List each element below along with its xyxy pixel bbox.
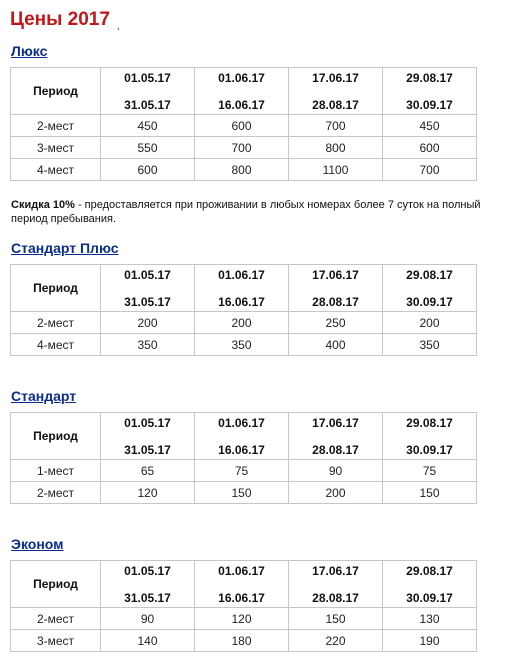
price-cell: 90	[101, 608, 195, 630]
price-cell: 200	[289, 482, 383, 504]
price-cell: 700	[383, 159, 477, 181]
price-cell: 220	[289, 630, 383, 652]
price-cell: 75	[195, 460, 289, 482]
period-label: Период	[33, 577, 78, 591]
period-header	[11, 413, 101, 460]
period-from: 01.06.17	[218, 267, 265, 282]
table-header-row	[11, 413, 477, 460]
table-header-row	[11, 265, 477, 312]
price-cell: 800	[195, 159, 289, 181]
table-header-row	[11, 561, 477, 608]
price-cell: 600	[195, 115, 289, 137]
period-column	[195, 413, 289, 460]
price-table-lux	[10, 67, 477, 181]
room-type-cell: 2-мест	[11, 608, 101, 630]
period-from: 01.05.17	[124, 563, 171, 578]
period-from: 01.06.17	[218, 415, 265, 430]
table-row	[11, 630, 477, 652]
price-cell: 600	[101, 159, 195, 181]
period-column	[101, 68, 195, 115]
period-to: 28.08.17	[312, 442, 359, 457]
price-cell: 200	[195, 312, 289, 334]
period-label: Период	[33, 84, 78, 98]
discount-note-text: - предоставляется при проживании в любых номерах более 7 суток на полный период пребывания.	[11, 199, 481, 225]
period-to: 31.05.17	[124, 97, 171, 112]
room-type-cell: 4-мест	[11, 334, 101, 356]
period-column	[289, 68, 383, 115]
period-column	[289, 413, 383, 460]
price-cell: 150	[289, 608, 383, 630]
period-from: 29.08.17	[406, 415, 453, 430]
price-cell: 350	[383, 334, 477, 356]
period-to: 30.09.17	[406, 442, 453, 457]
table-row	[11, 482, 477, 504]
room-type-cell: 2-мест	[11, 482, 101, 504]
period-from: 01.05.17	[124, 415, 171, 430]
page-title: Цены 2017	[10, 9, 110, 30]
period-to: 30.09.17	[406, 97, 453, 112]
period-column	[289, 265, 383, 312]
period-column	[101, 265, 195, 312]
discount-note-bold: Скидка 10%	[11, 199, 75, 211]
period-to: 16.06.17	[218, 442, 265, 457]
section-link-standard-plus[interactable]: Стандарт Плюс	[11, 240, 119, 256]
discount-note	[11, 198, 481, 226]
room-type-cell: 1-мест	[11, 460, 101, 482]
price-cell: 700	[195, 137, 289, 159]
section-link-economy[interactable]: Эконом	[11, 536, 64, 552]
period-header	[11, 68, 101, 115]
period-from: 01.05.17	[124, 70, 171, 85]
table-row	[11, 115, 477, 137]
price-cell: 140	[101, 630, 195, 652]
period-column	[383, 68, 477, 115]
table-header-row	[11, 68, 477, 115]
price-cell: 200	[101, 312, 195, 334]
price-cell: 1100	[289, 159, 383, 181]
table-row	[11, 159, 477, 181]
period-to: 31.05.17	[124, 294, 171, 309]
period-to: 31.05.17	[124, 590, 171, 605]
period-to: 16.06.17	[218, 590, 265, 605]
room-type-cell: 2-мест	[11, 312, 101, 334]
room-type-cell: 4-мест	[11, 159, 101, 181]
price-cell: 700	[289, 115, 383, 137]
period-to: 16.06.17	[218, 294, 265, 309]
table-row	[11, 312, 477, 334]
period-column	[195, 68, 289, 115]
period-label: Период	[33, 429, 78, 443]
price-cell: 75	[383, 460, 477, 482]
period-column	[195, 265, 289, 312]
period-label: Период	[33, 281, 78, 295]
price-cell: 90	[289, 460, 383, 482]
period-to: 30.09.17	[406, 590, 453, 605]
table-row	[11, 137, 477, 159]
period-from: 17.06.17	[312, 415, 359, 430]
price-table-economy	[10, 560, 477, 652]
price-cell: 450	[383, 115, 477, 137]
period-from: 29.08.17	[406, 70, 453, 85]
period-column	[289, 561, 383, 608]
room-type-cell: 3-мест	[11, 630, 101, 652]
period-to: 30.09.17	[406, 294, 453, 309]
period-from: 29.08.17	[406, 563, 453, 578]
price-table-standard-plus	[10, 264, 477, 356]
period-header	[11, 561, 101, 608]
period-from: 01.05.17	[124, 267, 171, 282]
period-from: 01.06.17	[218, 70, 265, 85]
price-cell: 150	[195, 482, 289, 504]
price-cell: 450	[101, 115, 195, 137]
price-cell: 250	[289, 312, 383, 334]
price-cell: 190	[383, 630, 477, 652]
price-cell: 550	[101, 137, 195, 159]
price-cell: 800	[289, 137, 383, 159]
period-to: 28.08.17	[312, 97, 359, 112]
section-link-lux[interactable]: Люкс	[11, 43, 48, 59]
price-cell: 120	[195, 608, 289, 630]
period-from: 17.06.17	[312, 563, 359, 578]
room-type-cell: 3-мест	[11, 137, 101, 159]
price-cell: 400	[289, 334, 383, 356]
price-cell: 150	[383, 482, 477, 504]
period-header	[11, 265, 101, 312]
period-to: 28.08.17	[312, 590, 359, 605]
period-from: 17.06.17	[312, 267, 359, 282]
period-to: 31.05.17	[124, 442, 171, 457]
period-column	[383, 265, 477, 312]
period-from: 01.06.17	[218, 563, 265, 578]
section-link-standard[interactable]: Стандарт	[11, 388, 77, 404]
title-mark: ‚	[117, 18, 120, 32]
table-row	[11, 460, 477, 482]
period-column	[101, 413, 195, 460]
price-cell: 350	[101, 334, 195, 356]
period-column	[383, 413, 477, 460]
price-cell: 180	[195, 630, 289, 652]
price-cell: 120	[101, 482, 195, 504]
price-table-standard	[10, 412, 477, 504]
period-to: 16.06.17	[218, 97, 265, 112]
price-cell: 600	[383, 137, 477, 159]
period-to: 28.08.17	[312, 294, 359, 309]
period-from: 17.06.17	[312, 70, 359, 85]
price-cell: 200	[383, 312, 477, 334]
table-row	[11, 334, 477, 356]
price-cell: 65	[101, 460, 195, 482]
period-column	[101, 561, 195, 608]
table-row	[11, 608, 477, 630]
price-cell: 130	[383, 608, 477, 630]
room-type-cell: 2-мест	[11, 115, 101, 137]
period-column	[195, 561, 289, 608]
price-cell: 350	[195, 334, 289, 356]
period-from: 29.08.17	[406, 267, 453, 282]
period-column	[383, 561, 477, 608]
